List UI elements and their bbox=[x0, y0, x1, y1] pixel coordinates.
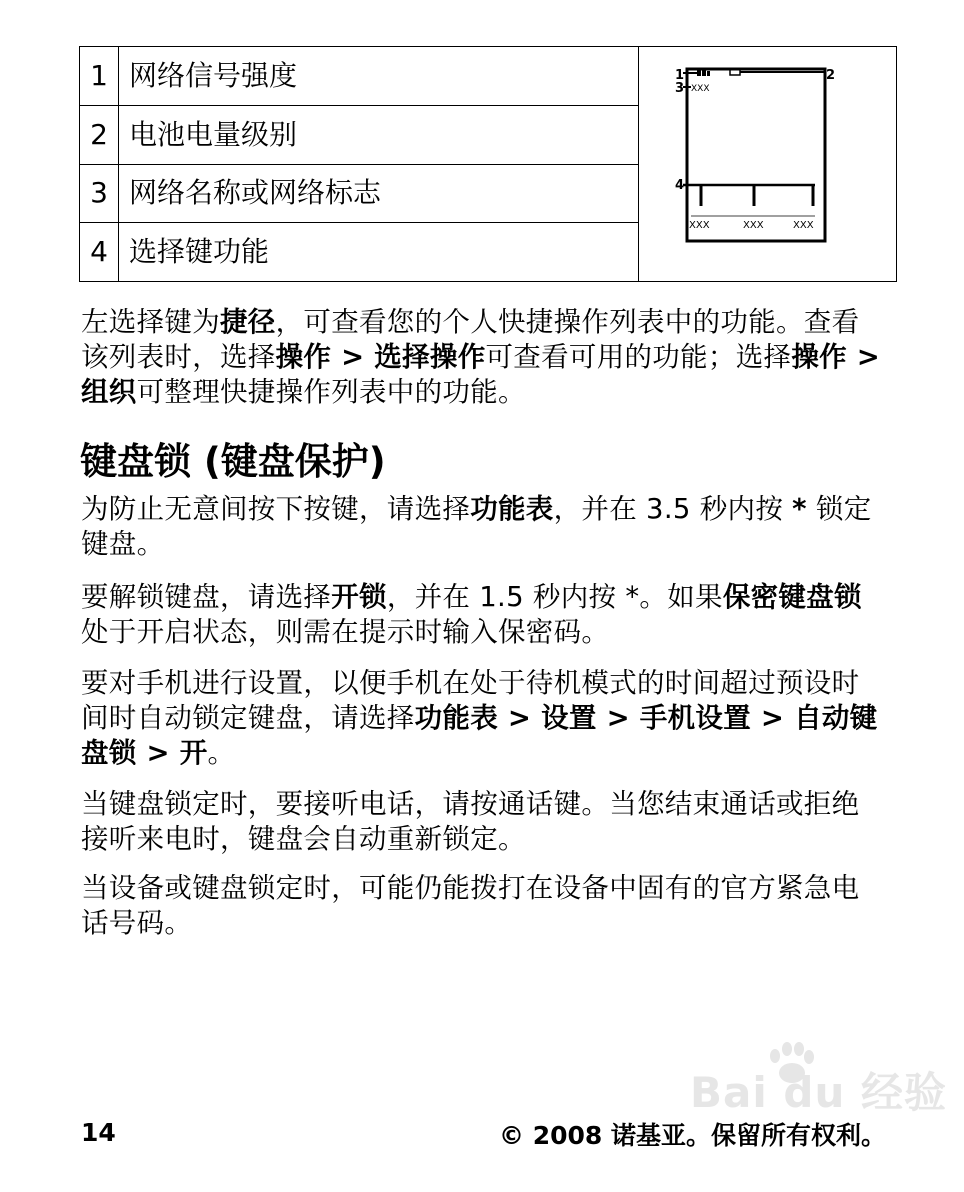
table-row bbox=[80, 47, 897, 106]
section-heading: 键盘锁 (键盘保护) bbox=[80, 440, 386, 483]
softkey-left-label: XXX bbox=[689, 220, 710, 231]
legend-number: 4 bbox=[80, 223, 119, 282]
emergency-call-paragraph: 当设备或键盘锁定时，可能仍能拨打在设备中固有的官方紧急电话号码。 bbox=[81, 872, 860, 939]
answer-call-paragraph: 当键盘锁定时，要接听电话，请按通话键。当您结束通话或拒绝接听来电时，键盘会自动重新锁定。 bbox=[81, 788, 860, 855]
softkey-middle-label: XXX bbox=[743, 220, 764, 231]
legend-text: 网络名称或网络标志 bbox=[119, 164, 639, 223]
legend-number: 3 bbox=[80, 164, 119, 223]
network-name-label: XXX bbox=[691, 84, 710, 94]
legend-number: 2 bbox=[80, 105, 119, 164]
callout-2: 2 bbox=[826, 68, 835, 83]
callout-3: 3 bbox=[675, 81, 685, 96]
page-number: 14 bbox=[81, 1118, 116, 1147]
keylock-paragraph: 为防止无意间按下按键，请选择功能表，并在 3.5 秒内按 * 锁定键盘。 bbox=[81, 493, 872, 560]
legend-text: 网络信号强度 bbox=[119, 47, 639, 106]
softkey-right-label: XXX bbox=[793, 220, 814, 231]
phone-display-figure bbox=[639, 47, 897, 282]
legend-number: 1 bbox=[80, 47, 119, 106]
display-indicator-table bbox=[79, 46, 897, 282]
shortcut-paragraph: 左选择键为捷径，可查看您的个人快捷操作列表中的功能。查看该列表时，选择操作 > 选择操作可查看可用的功能；选择操作 > 组织可整理快捷操作列表中的功能。 bbox=[81, 306, 881, 408]
callout-1: 1 bbox=[675, 68, 685, 83]
legend-text: 选择键功能 bbox=[119, 223, 639, 282]
watermark: Bai du 经验 bbox=[690, 1068, 947, 1117]
legend-text: 电池电量级别 bbox=[119, 105, 639, 164]
unlock-paragraph: 要解锁键盘，请选择开锁，并在 1.5 秒内按 *。如果保密键盘锁处于开启状态，则需在提示时输入保密码。 bbox=[81, 581, 862, 648]
callout-4: 4 bbox=[675, 178, 685, 193]
auto-keylock-paragraph: 要对手机进行设置，以便手机在处于待机模式的时间超过预设时间时自动锁定键盘，请选择功能表 > 设置 > 手机设置 > 自动键盘锁 > 开。 bbox=[81, 667, 878, 769]
phone-display-diagram bbox=[675, 61, 835, 251]
copyright: © 2008 诺基亚。保留所有权利。 bbox=[499, 1121, 886, 1150]
